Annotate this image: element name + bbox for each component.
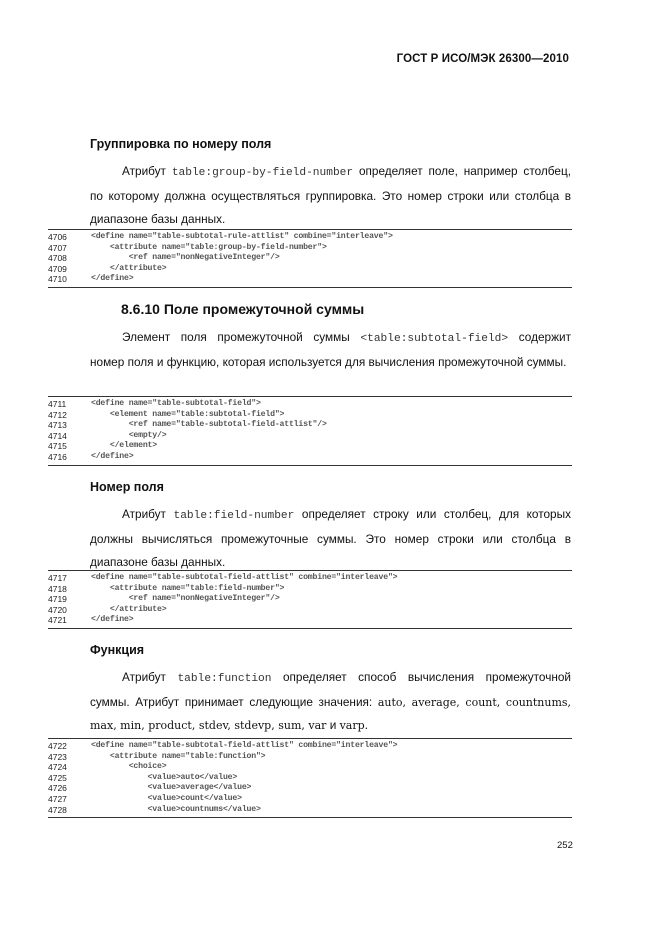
- code-line: 4727 <value>count</value>: [48, 793, 242, 804]
- code-line: 4706 <define name="table-subtotal-rule-attlist" combine="interleave">: [48, 232, 393, 242]
- code-line: 4722 <define name="table-subtotal-field-attlist" combine="interleave">: [48, 741, 398, 751]
- document-header: ГОСТ Р ИСО/МЭК 26300—2010: [396, 53, 569, 65]
- code-line: 4708 <ref name="nonNegativeInteger"/>: [48, 253, 280, 264]
- code-line: 4711 <define name="table-subtotal-field">: [48, 399, 261, 409]
- value-list: count,: [465, 696, 501, 709]
- para-text: Атрибут: [122, 164, 166, 178]
- paragraph-field-number: [90, 503, 571, 574]
- section-title-field-number: Номер поля: [90, 480, 164, 494]
- para-text: определяет способ вычисления промежуточной суммы. Атрибут принимает следующие значения:: [90, 670, 572, 709]
- code-line: 4713 <ref name="table-subtotal-field-attlist"/>: [48, 420, 327, 431]
- code-line: 4716 </define>: [48, 451, 134, 462]
- code-block-1: [48, 229, 572, 288]
- section-title-subtotal-field: 8.6.10 Поле промежуточной суммы: [121, 301, 365, 317]
- code-line: 4726 <value>average</value>: [48, 783, 252, 794]
- code-block-4: [48, 738, 572, 818]
- section-title-function: Функция: [90, 643, 145, 657]
- code-line: 4707 <attribute name="table:group-by-field-number">: [48, 242, 327, 253]
- code-line: 4710 </define>: [48, 274, 134, 285]
- inline-code: table:function: [177, 673, 272, 685]
- para-text: Атрибут: [122, 507, 166, 521]
- para-text: содержит номер поля и функцию, которая используется для вычисления промежуточной суммы.: [90, 330, 571, 369]
- code-line: 4717 <define name="table-subtotal-field-attlist" combine="interleave">: [48, 573, 398, 583]
- code-line: 4714 <empty/>: [48, 430, 167, 441]
- code-block-3: [48, 570, 572, 629]
- inline-code: <table:subtotal-field>: [360, 333, 509, 345]
- value-list: countnums, max, min, product, stdev, stdevp, sum, var: [90, 696, 572, 732]
- value-list: average,: [411, 696, 460, 709]
- paragraph-function: [90, 666, 571, 737]
- para-text: столбец, по которому должна осуществляться группировка. Это номер строки или столбца в диапазоне базы данных.: [90, 164, 571, 226]
- code-line: 4728 <value>countnums</value>: [48, 804, 261, 815]
- code-line: 4723 <attribute name="table:function">: [48, 751, 266, 762]
- page-number: 252: [557, 840, 573, 851]
- code-line: 4715 </element>: [48, 441, 157, 452]
- para-text: и: [329, 718, 337, 732]
- para-text: определяет поле, например: [358, 164, 518, 178]
- paragraph-group-by-field: [90, 160, 571, 231]
- code-block-2: [48, 396, 572, 466]
- para-text: определяет строку или столбец, для которых должны вычисляться промежуточные суммы. Это номер строки или столбца в диапазоне базы данных.: [90, 507, 571, 569]
- paragraph-subtotal-field: [90, 326, 571, 374]
- inline-code: table:field-number: [173, 510, 295, 522]
- code-line: 4712 <element name="table:subtotal-field">: [48, 409, 285, 420]
- code-line: 4724 <choice>: [48, 762, 167, 773]
- code-line: 4709 </attribute>: [48, 263, 167, 274]
- para-text: Атрибут: [122, 670, 166, 684]
- para-text: Элемент поля промежуточной суммы: [122, 330, 350, 344]
- section-title-group-by-field: Группировка по номеру поля: [90, 137, 272, 151]
- inline-code: table:group-by-field-number: [171, 167, 354, 179]
- code-line: 4721 </define>: [48, 615, 134, 626]
- code-line: 4719 <ref name="nonNegativeInteger"/>: [48, 594, 280, 605]
- code-line: 4718 <attribute name="table:field-number">: [48, 583, 285, 594]
- code-line: 4720 </attribute>: [48, 604, 167, 615]
- code-line: 4725 <value>auto</value>: [48, 772, 238, 783]
- value-list: auto,: [377, 696, 407, 709]
- value-list: varp.: [339, 719, 369, 732]
